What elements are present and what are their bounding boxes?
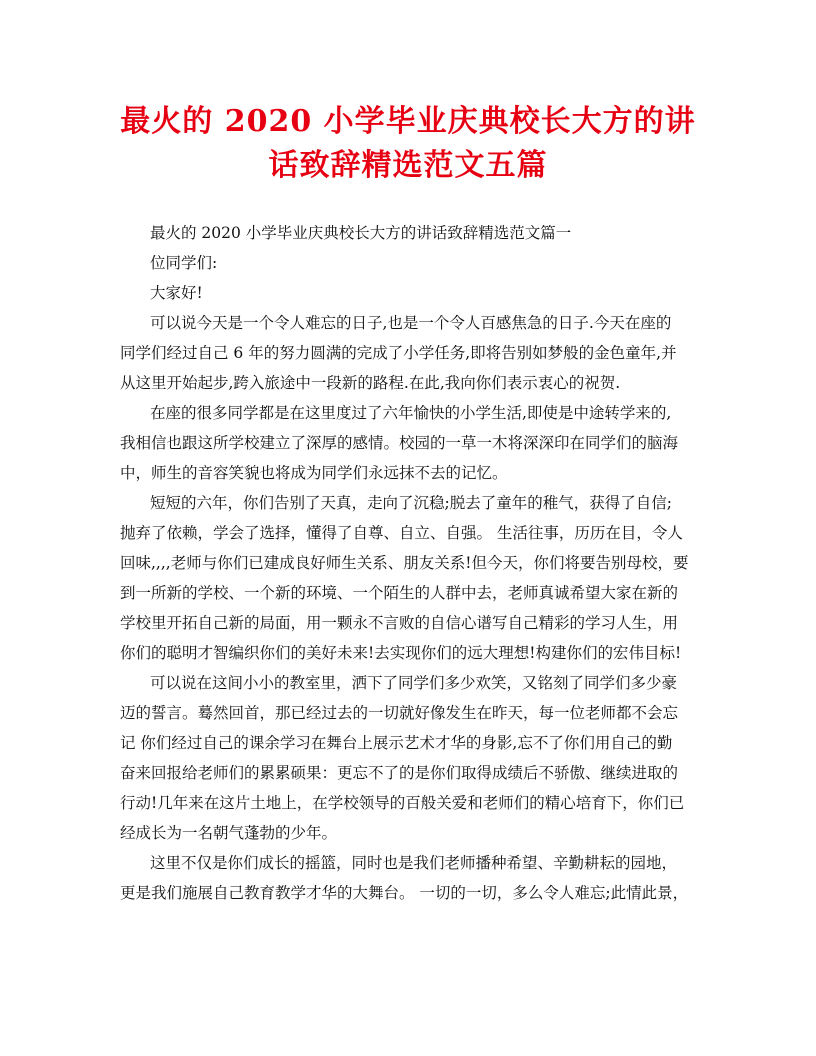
paragraph-line: 更是我们施展自己教育教学才华的大舞台。 一切的一切，多么令人难忘;此情此景， xyxy=(120,884,689,902)
document-title xyxy=(120,100,696,188)
paragraph-line: 这里不仅是你们成长的摇篮，同时也是我们老师播种希望、辛勤耕耘的园地， xyxy=(150,854,678,872)
title-line-2: 话致辞精选范文五篇 xyxy=(268,148,548,183)
paragraph-line: 抛弃了依赖，学会了选择，懂得了自尊、自立、自强。 生活往事，历历在目，令人 xyxy=(120,524,683,542)
paragraph-line: 在座的很多同学都是在这里度过了六年愉快的小学生活,即使是中途转学来的, xyxy=(150,404,672,422)
section-subtitle: 最火的 2020 小学毕业庆典校长大方的讲话致辞精选范文篇一 xyxy=(150,224,572,242)
paragraph-1 xyxy=(120,308,704,398)
paragraph-line: 我相信也跟这所学校建立了深厚的感情。校园的一草一木将深深印在同学们的脑海 xyxy=(120,434,679,452)
paragraph-line: 到一所新的学校、一个新的环境、一个陌生的人群中去，老师真诚希望大家在新的 xyxy=(120,584,679,602)
paragraph-line: 短短的六年，你们告别了天真，走向了沉稳;脱去了童年的稚气，获得了自信; xyxy=(150,494,672,512)
paragraph-line: 从这里开始起步,跨入旅途中一段新的路程.在此,我向你们表示衷心的祝贺. xyxy=(120,374,621,392)
paragraph-line: 经成长为一名朝气蓬勃的少年。 xyxy=(120,824,338,842)
paragraph-3 xyxy=(120,488,704,668)
paragraph-line: 迈的誓言。蓦然回首，那已经过去的一切就好像发生在昨天，每一位老师都不会忘 xyxy=(120,704,679,722)
paragraph-line: 中，师生的音容笑貌也将成为同学们永远抹不去的记忆。 xyxy=(120,464,508,482)
paragraph-line: 你们的聪明才智编织你们的美好未来!去实现你们的远大理想!构建你们的宏伟目标! xyxy=(120,644,682,662)
paragraph-2 xyxy=(120,398,704,488)
document-body xyxy=(120,218,704,908)
paragraph-line: 同学们经过自己 6 年的努力圆满的完成了小学任务,即将告别如梦般的金色童年,并 xyxy=(120,344,677,362)
paragraph-4 xyxy=(120,668,704,848)
greeting: 位同学们: xyxy=(150,254,218,272)
paragraph-line: 奋来回报给老师们的累累硕果：更忘不了的是你们取得成绩后不骄傲、继续进取的 xyxy=(120,764,679,782)
paragraph-line: 可以说今天是一个令人难忘的日子,也是一个令人百感焦急的日子.今天在座的 xyxy=(150,314,672,332)
paragraph-5 xyxy=(120,848,704,908)
paragraph-line: 学校里开拓自己新的局面，用一颗永不言败的自信心谱写自己精彩的学习人生，用 xyxy=(120,614,679,632)
title-line-1: 最火的 2020 小学毕业庆典校长大方的讲 xyxy=(120,104,696,139)
paragraph-line: 回味,,,,老师与你们已建成良好师生关系、朋友关系!但今天，你们将要告别母校，要 xyxy=(120,554,689,572)
paragraph-line: 可以说在这间小小的教室里，洒下了同学们多少欢笑，又铭刻了同学们多少豪 xyxy=(150,674,678,692)
salutation: 大家好! xyxy=(150,284,203,302)
paragraph-line: 记 你们经过自己的课余学习在舞台上展示艺术才华的身影,忘不了你们用自己的勤 xyxy=(120,734,673,752)
paragraph-line: 行动!几年来在这片土地上，在学校领导的百般关爱和老师们的精心培育下，你们已 xyxy=(120,794,685,812)
